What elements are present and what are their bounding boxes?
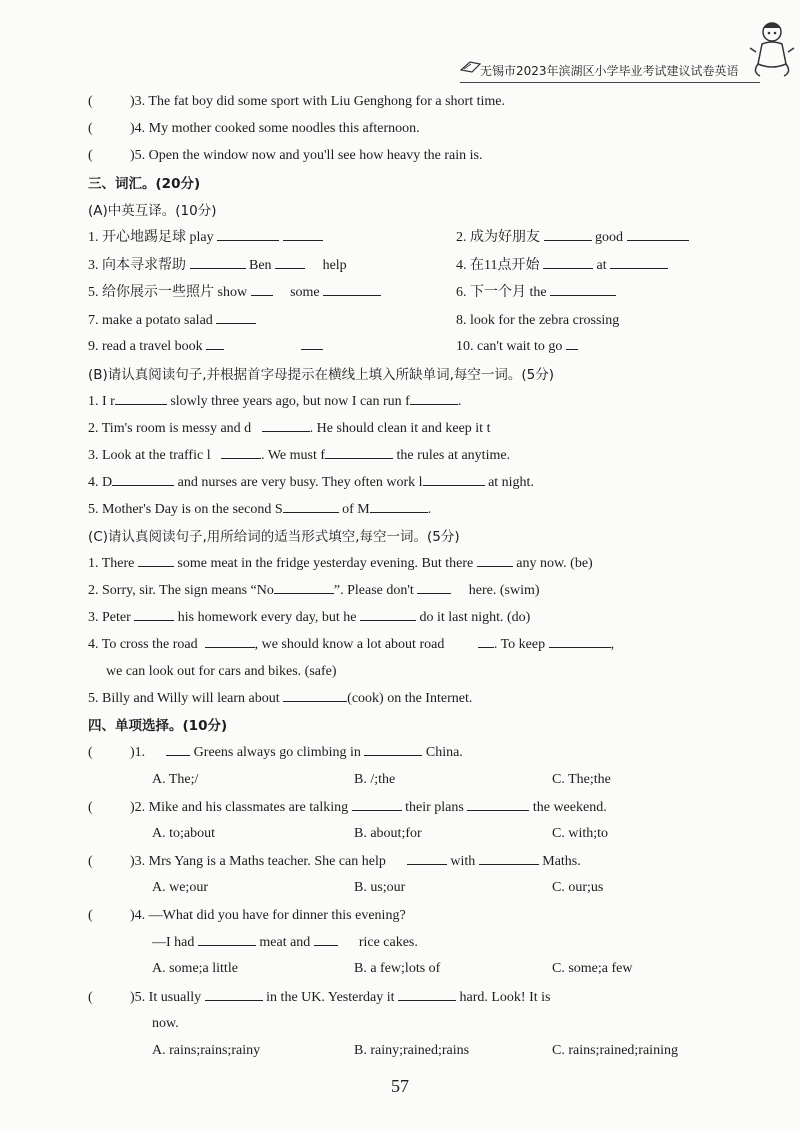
choice-question-1: ( )1. Greens always go climbing in China. — [88, 745, 463, 760]
answer-blank[interactable] — [283, 689, 347, 702]
judge-text: The fat boy did some sport with Liu Genghong for a short time. — [148, 94, 505, 109]
header-divider — [460, 82, 760, 83]
option-b[interactable]: B. a few;lots of — [354, 961, 441, 976]
option-a[interactable]: A. we;our — [152, 880, 208, 895]
answer-blank[interactable] — [275, 256, 305, 269]
answer-blank[interactable] — [370, 500, 428, 513]
vocab-item-9: 9. read a travel book — [88, 337, 323, 357]
option-b[interactable]: B. /;the — [354, 772, 396, 787]
part-b-item-5: 5. Mother's Day is on the second S of M . — [88, 502, 432, 517]
answer-blank[interactable] — [134, 608, 174, 621]
part-c-item-1: 1. There some meat in the fridge yesterday evening. But there any now. (be) — [88, 556, 593, 571]
part-c-title: (C)请认真阅读句子,用所给词的适当形式填空,每空一词。(5分) — [88, 529, 460, 545]
answer-blank[interactable] — [283, 228, 323, 241]
answer-blank[interactable] — [190, 256, 246, 269]
answer-blank[interactable] — [274, 581, 334, 594]
answer-blank[interactable] — [138, 554, 174, 567]
answer-blank[interactable] — [550, 283, 616, 296]
vocab-item-3: 3. 向本寻求帮助 Ben help — [88, 258, 347, 273]
option-c[interactable]: C. our;us — [552, 880, 604, 895]
answer-blank[interactable] — [206, 337, 224, 350]
vocab-item-2: 2. 成为好朋友 good — [456, 228, 689, 248]
vocab-item-7: 7. make a potato salad — [88, 311, 256, 331]
section-choice-title: 四、单项选择。(10分) — [88, 718, 228, 734]
answer-blank[interactable] — [251, 283, 273, 296]
part-c-item-2: 2. Sorry, sir. The sign means “No ”. Please don't here. (swim) — [88, 583, 540, 598]
option-a[interactable]: A. some;a little — [152, 961, 238, 976]
answer-blank[interactable] — [360, 608, 416, 621]
part-c-item-4: 4. To cross the road , we should know a lot about road . To keep , — [88, 637, 615, 652]
answer-blank[interactable] — [467, 798, 529, 811]
option-a[interactable]: A. to;about — [152, 826, 215, 841]
vocab-item-10: 10. can't wait to go — [456, 337, 578, 357]
answer-blank[interactable] — [262, 419, 310, 432]
answer-blank[interactable] — [423, 473, 485, 486]
judge-item-4: ( )4. My mother cooked some noodles this afternoon. — [88, 121, 420, 136]
part-c-item-5: 5. Billy and Willy will learn about (cook) on the Internet. — [88, 691, 473, 706]
judge-text: My mother cooked some noodles this afternoon. — [148, 121, 420, 136]
option-c[interactable]: C. rains;rained;raining — [552, 1043, 678, 1058]
choice-question-5: ( )5. It usually in the UK. Yesterday it hard. Look! It is — [88, 990, 551, 1005]
answer-blank[interactable] — [352, 798, 402, 811]
answer-blank[interactable] — [314, 933, 338, 946]
judge-item-5: ( )5. Open the window now and you'll see how heavy the rain is. — [88, 148, 483, 163]
page-header — [460, 56, 790, 90]
part-a-title: (A)中英互译。(10分) — [88, 203, 217, 219]
answer-blank[interactable] — [325, 446, 393, 459]
answer-blank[interactable] — [221, 446, 261, 459]
answer-blank[interactable] — [216, 311, 256, 324]
option-b[interactable]: B. about;for — [354, 826, 422, 841]
part-c-item-3: 3. Peter his homework every day, but he do it last night. (do) — [88, 610, 531, 625]
part-b-title: (B)请认真阅读句子,并根据首字母提示在横线上填入所缺单词,每空一词。(5分) — [88, 367, 554, 383]
part-c-item-4-cont: we can look out for cars and bikes. (safe) — [106, 664, 337, 679]
vocab-item-1: 1. 开心地踢足球 play — [88, 228, 323, 248]
answer-blank[interactable] — [478, 635, 494, 648]
option-b[interactable]: B. rainy;rained;rains — [354, 1043, 470, 1058]
answer-blank[interactable] — [566, 337, 578, 350]
answer-blank[interactable] — [198, 933, 256, 946]
answer-blank[interactable] — [398, 988, 456, 1001]
answer-blank[interactable] — [323, 283, 381, 296]
cartoon-mascot-icon — [748, 18, 796, 82]
part-b-item-3: 3. Look at the traffic l . We must f the rules at anytime. — [88, 448, 511, 463]
choice-question-4: ( )4. —What did you have for dinner this evening? — [88, 908, 406, 923]
part-b-item-2: 2. Tim's room is messy and d . He should clean it and keep it t — [88, 421, 491, 436]
book-logo-icon — [460, 58, 482, 74]
answer-blank[interactable] — [301, 337, 323, 350]
vocab-item-6: 6. 下一个月 the — [456, 283, 616, 303]
option-a[interactable]: A. The;/ — [152, 772, 199, 787]
part-b-item-1: 1. I r slowly three years ago, but now I can run f . — [88, 394, 462, 409]
vocab-item-4: 4. 在11点开始 at — [456, 256, 668, 276]
answer-blank[interactable] — [283, 500, 339, 513]
choice-question-3: ( )3. Mrs Yang is a Maths teacher. She can help with Maths. — [88, 854, 581, 869]
option-c[interactable]: C. some;a few — [552, 961, 633, 976]
choice-question-4-line2: —I had meat and rice cakes. — [152, 935, 418, 950]
answer-blank[interactable] — [407, 852, 447, 865]
option-b[interactable]: B. us;our — [354, 880, 406, 895]
answer-blank[interactable] — [477, 554, 513, 567]
answer-blank[interactable] — [549, 635, 611, 648]
answer-blank[interactable] — [205, 635, 255, 648]
header-title: 无锡市2023年滨湖区小学毕业考试建议试卷英语 — [480, 64, 739, 78]
answer-blank[interactable] — [112, 473, 174, 486]
option-a[interactable]: A. rains;rains;rainy — [152, 1043, 261, 1058]
answer-blank[interactable] — [543, 256, 593, 269]
answer-blank[interactable] — [610, 256, 668, 269]
answer-blank[interactable] — [217, 228, 279, 241]
choice-question-5-line2: now. — [152, 1016, 179, 1031]
option-c[interactable]: C. with;to — [552, 826, 609, 841]
page-number: 57 — [391, 1076, 409, 1096]
answer-blank[interactable] — [479, 852, 539, 865]
vocab-item-5: 5. 给你展示一些照片 show some — [88, 283, 381, 303]
option-c[interactable]: C. The;the — [552, 772, 611, 787]
part-b-item-4: 4. D and nurses are very busy. They often work l at night. — [88, 475, 534, 490]
answer-blank[interactable] — [410, 392, 458, 405]
vocab-item-8: 8. look for the zebra crossing — [456, 313, 620, 328]
section-vocab-title: 三、词汇。(20分) — [88, 176, 201, 192]
answer-blank[interactable] — [166, 743, 190, 756]
answer-blank[interactable] — [364, 743, 422, 756]
choice-question-2: ( )2. Mike and his classmates are talking their plans the weekend. — [88, 800, 607, 815]
answer-blank[interactable] — [627, 228, 689, 241]
answer-blank[interactable] — [544, 228, 592, 241]
judge-text: Open the window now and you'll see how heavy the rain is. — [148, 148, 483, 163]
judge-item-3: ( )3. The fat boy did some sport with Liu Genghong for a short time. — [88, 94, 505, 109]
answer-blank[interactable] — [115, 392, 167, 405]
answer-blank[interactable] — [417, 581, 451, 594]
answer-blank[interactable] — [205, 988, 263, 1001]
